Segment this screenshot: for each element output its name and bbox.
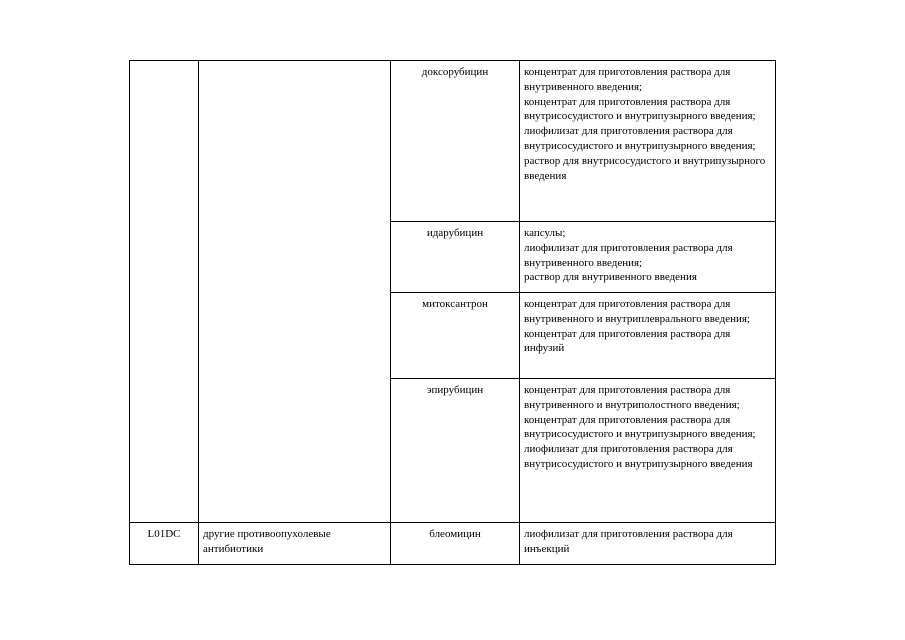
dosage-forms-cell <box>520 61 776 222</box>
table-row <box>130 61 776 222</box>
dosage-form-item: раствор для внутривенного введения <box>524 271 697 284</box>
dosage-form-item: концентрат для приготовления раствора для внутривенного введения; <box>524 66 734 93</box>
table-row <box>130 523 776 565</box>
drug-name-cell: митоксантрон <box>391 293 520 379</box>
dosage-form-item: концентрат для приготовления раствора для внутрисосудистого и внутрипузырного введения; <box>524 95 756 123</box>
drug-name-cell: эпирубицин <box>391 379 520 523</box>
dosage-form-item: лиофилизат для приготовления раствора для внутрисосудистого и внутрипузырного введения; <box>524 125 756 152</box>
dosage-forms-cell <box>520 293 776 379</box>
dosage-forms-cell <box>520 523 776 565</box>
dosage-form-item: лиофилизат для приготовления раствора для внутривенного введения; <box>524 241 736 269</box>
dosage-form-item: концентрат для приготовления раствора для инфузий <box>524 327 734 355</box>
dosage-forms-cell <box>520 379 776 523</box>
dosage-form-item: раствор для внутрисосудистого и внутрипузырного введения <box>524 154 769 182</box>
atc-code-cell <box>130 61 199 523</box>
dosage-forms-cell <box>520 222 776 293</box>
dosage-form-item: капсулы; <box>524 227 566 239</box>
drug-name-cell: доксорубицин <box>391 61 520 222</box>
dosage-form-item: концентрат для приготовления раствора для внутривенного и внутриплеврального введения; <box>524 298 750 325</box>
drug-table <box>129 60 776 565</box>
drug-group-cell <box>199 61 391 523</box>
drug-name-cell: блеомицин <box>391 523 520 565</box>
drug-group-cell: другие противоопухолевые антибиотики <box>199 523 391 565</box>
dosage-form-item: концентрат для приготовления раствора для внутривенного и внутриполостного введения; <box>524 384 740 411</box>
drug-name-cell: идарубицин <box>391 222 520 293</box>
dosage-form-item: концентрат для приготовления раствора для внутрисосудистого и внутрипузырного введения; <box>524 413 756 441</box>
atc-code-cell: L01DC <box>130 523 199 565</box>
dosage-form-item: лиофилизат для приготовления раствора для внутрисосудистого и внутрипузырного введения <box>524 443 753 470</box>
dosage-form-item: лиофилизат для приготовления раствора для инъекций <box>524 528 736 555</box>
